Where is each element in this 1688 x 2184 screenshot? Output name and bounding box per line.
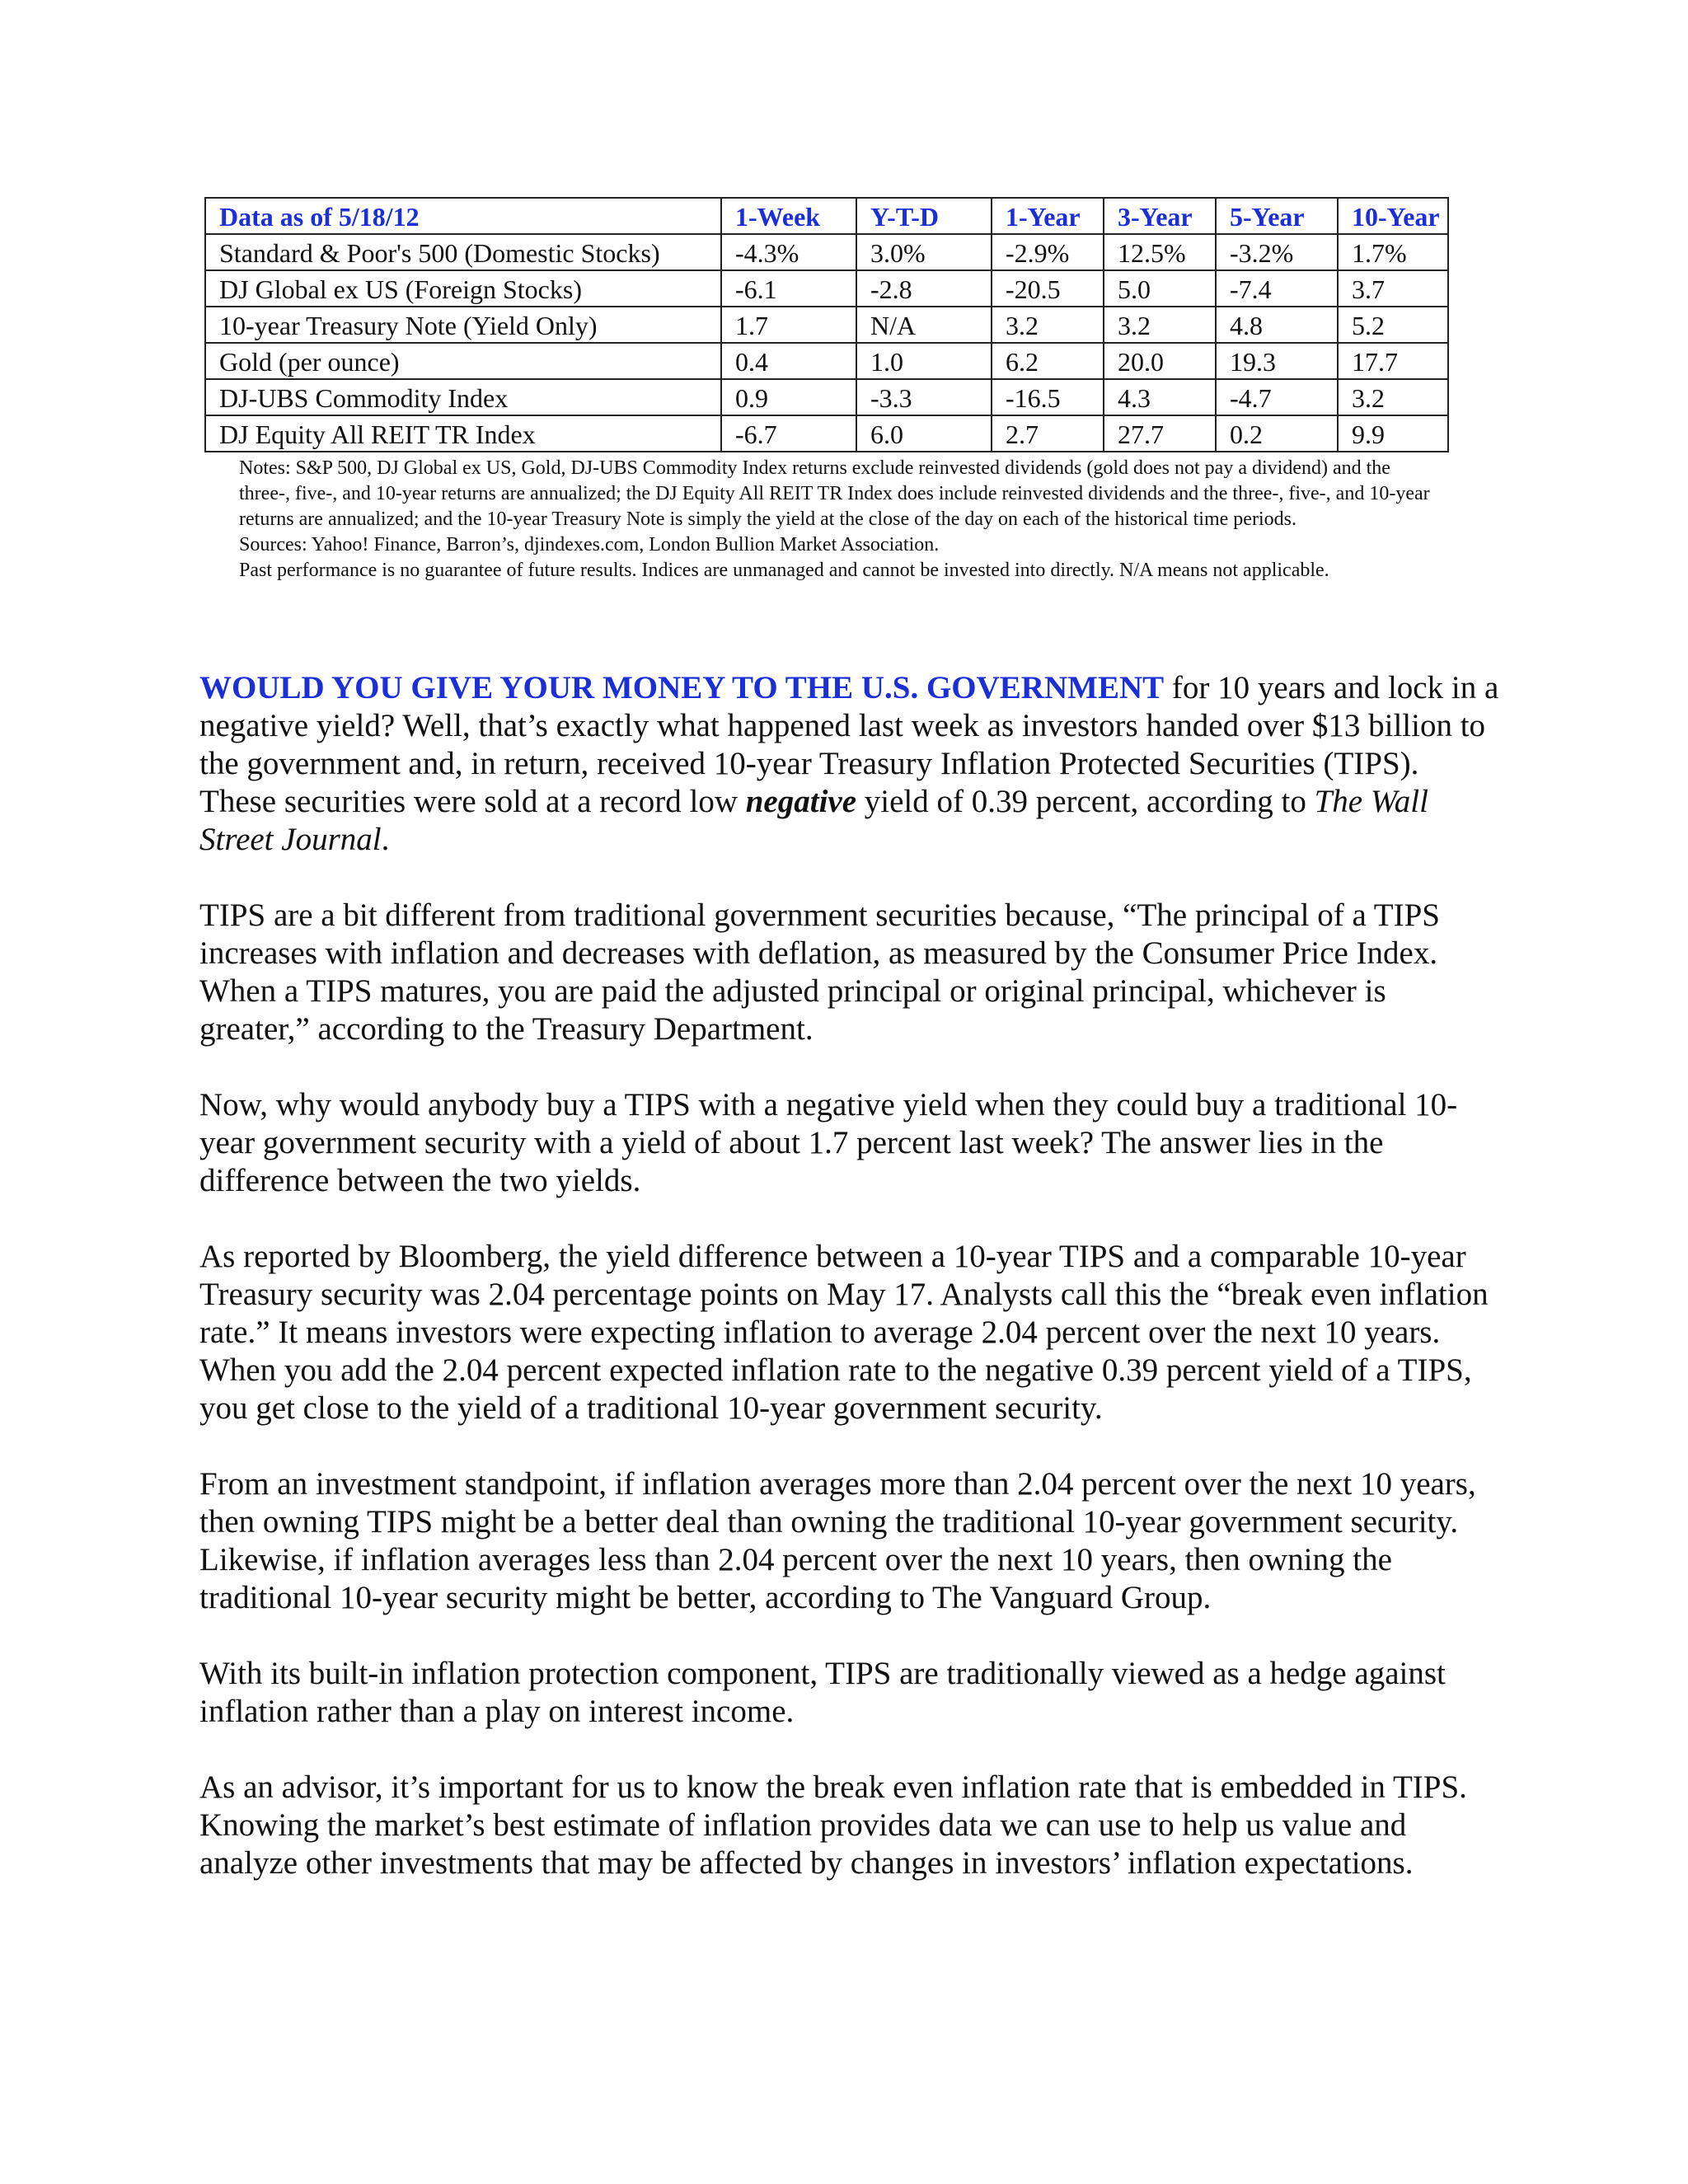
return-3-year: 5.0 <box>1104 270 1216 307</box>
return-5-year: -7.4 <box>1216 270 1338 307</box>
article-paragraph-1 <box>199 669 1502 859</box>
return-3-year: 27.7 <box>1104 415 1216 452</box>
table-notes <box>239 456 1442 583</box>
return-1-week: 1.7 <box>721 307 856 343</box>
article-paragraph-5: From an investment standpoint, if inflation averages more than 2.04 percent over the next 10 years, then owning TIPS might be a better deal than owning the traditional 10-year government security. Likewise, if inflation averages less than 2.04 percent over the next 10 years, then owning the traditional 10-year security might be better, according to The Vanguard Group. <box>199 1466 1476 1615</box>
return-10-year: 3.7 <box>1338 270 1448 307</box>
headline-lead: WOULD YOU GIVE YOUR MONEY TO THE U.S. GOVERNMENT <box>199 670 1165 705</box>
table-row <box>205 343 1448 379</box>
return-5-year: 19.3 <box>1216 343 1338 379</box>
index-name: Standard & Poor's 500 (Domestic Stocks) <box>205 234 721 270</box>
paragraph-text: for 10 years and lock in a negative yield? Well, that’s exactly what happened last week as investors handed over $13 billion to the government and, in return, received 10-year Treasury Inflation Protected Securities (TIPS). These securities were sold at a record low <box>199 670 1499 819</box>
return-ytd: 6.0 <box>856 415 992 452</box>
paragraph-text: . <box>381 822 390 857</box>
index-name: DJ Equity All REIT TR Index <box>205 415 721 452</box>
return-3-year: 20.0 <box>1104 343 1216 379</box>
index-name: DJ Global ex US (Foreign Stocks) <box>205 270 721 307</box>
table-row <box>205 234 1448 270</box>
return-10-year: 5.2 <box>1338 307 1448 343</box>
return-1-year: 6.2 <box>992 343 1104 379</box>
header-10-year: 10-Year <box>1338 198 1448 234</box>
return-ytd: -3.3 <box>856 379 992 415</box>
return-1-year: -16.5 <box>992 379 1104 415</box>
table-header-row <box>205 198 1448 234</box>
return-10-year: 1.7% <box>1338 234 1448 270</box>
article-paragraph-7: As an advisor, it’s important for us to know the break even inflation rate that is embedded in TIPS. Knowing the market’s best estimate of inflation provides data we can use to help us value and analyze other investments that may be affected by changes in investors’ inflation expectations. <box>199 1769 1467 1881</box>
emphasis-negative: negative <box>745 784 857 819</box>
return-ytd: -2.8 <box>856 270 992 307</box>
return-3-year: 4.3 <box>1104 379 1216 415</box>
return-10-year: 9.9 <box>1338 415 1448 452</box>
table-row <box>205 415 1448 452</box>
return-1-year: -20.5 <box>992 270 1104 307</box>
return-1-week: 0.4 <box>721 343 856 379</box>
table-row <box>205 307 1448 343</box>
return-ytd: N/A <box>856 307 992 343</box>
article-paragraph-6: With its built-in inflation protection component, TIPS are traditionally viewed as a hedge against inflation rather than a play on interest income. <box>199 1656 1446 1729</box>
return-1-week: 0.9 <box>721 379 856 415</box>
header-1-week: 1-Week <box>721 198 856 234</box>
return-1-week: -4.3% <box>721 234 856 270</box>
header-1-year: 1-Year <box>992 198 1104 234</box>
market-performance-table <box>204 197 1449 452</box>
table-row <box>205 270 1448 307</box>
publication-name: The Wall Street Journal <box>199 784 1428 857</box>
return-10-year: 17.7 <box>1338 343 1448 379</box>
return-3-year: 3.2 <box>1104 307 1216 343</box>
return-5-year: 4.8 <box>1216 307 1338 343</box>
return-1-year: 2.7 <box>992 415 1104 452</box>
notes-disclaimer: Past performance is no guarantee of future results. Indices are unmanaged and cannot be invested into directly. N/A means not applicable. <box>239 560 1329 581</box>
table-row <box>205 379 1448 415</box>
notes-sources: Sources: Yahoo! Finance, Barron’s, djindexes.com, London Bullion Market Association. <box>239 534 940 555</box>
article-body <box>199 669 1502 1920</box>
notes-methodology: Notes: S&P 500, DJ Global ex US, Gold, DJ-UBS Commodity Index returns exclude reinvested dividends (gold does not pay a dividend) and the three-, five-, and 10-year returns are annualized; the DJ Equity All REIT TR Index does include reinvested dividends and the three-, five-, and 10-year returns are annualized; and the 10-year Treasury Note is simply the yield at the close of the day on each of the historical time periods. <box>239 457 1430 530</box>
header-data-date: Data as of 5/18/12 <box>205 198 721 234</box>
article-paragraph-4: As reported by Bloomberg, the yield difference between a 10-year TIPS and a comparable 10-year Treasury security was 2.04 percentage points on May 17. Analysts call this the “break even inflation rate.” It means investors were expecting inflation to average 2.04 percent over the next 10 years. When you add the 2.04 percent expected inflation rate to the negative 0.39 percent yield of a TIPS, you get close to the yield of a traditional 10-year government security. <box>199 1239 1489 1426</box>
return-1-year: 3.2 <box>992 307 1104 343</box>
header-5-year: 5-Year <box>1216 198 1338 234</box>
return-ytd: 3.0% <box>856 234 992 270</box>
article-paragraph-2: TIPS are a bit different from traditional government securities because, “The principal of a TIPS increases with inflation and decreases with deflation, as measured by the Consumer Price Index. When a TIPS matures, you are paid the adjusted principal or original principal, whichever is greater,” according to the Treasury Department. <box>199 898 1440 1047</box>
article-paragraph-3: Now, why would anybody buy a TIPS with a negative yield when they could buy a traditional 10-year government security with a yield of about 1.7 percent last week? The answer lies in the difference between the two yields. <box>199 1087 1458 1198</box>
header-ytd: Y-T-D <box>856 198 992 234</box>
return-1-year: -2.9% <box>992 234 1104 270</box>
index-name: DJ-UBS Commodity Index <box>205 379 721 415</box>
index-name: Gold (per ounce) <box>205 343 721 379</box>
index-name: 10-year Treasury Note (Yield Only) <box>205 307 721 343</box>
return-ytd: 1.0 <box>856 343 992 379</box>
return-3-year: 12.5% <box>1104 234 1216 270</box>
return-5-year: -4.7 <box>1216 379 1338 415</box>
return-1-week: -6.7 <box>721 415 856 452</box>
return-10-year: 3.2 <box>1338 379 1448 415</box>
paragraph-text: yield of 0.39 percent, according to <box>856 784 1315 819</box>
return-1-week: -6.1 <box>721 270 856 307</box>
return-5-year: 0.2 <box>1216 415 1338 452</box>
header-3-year: 3-Year <box>1104 198 1216 234</box>
return-5-year: -3.2% <box>1216 234 1338 270</box>
